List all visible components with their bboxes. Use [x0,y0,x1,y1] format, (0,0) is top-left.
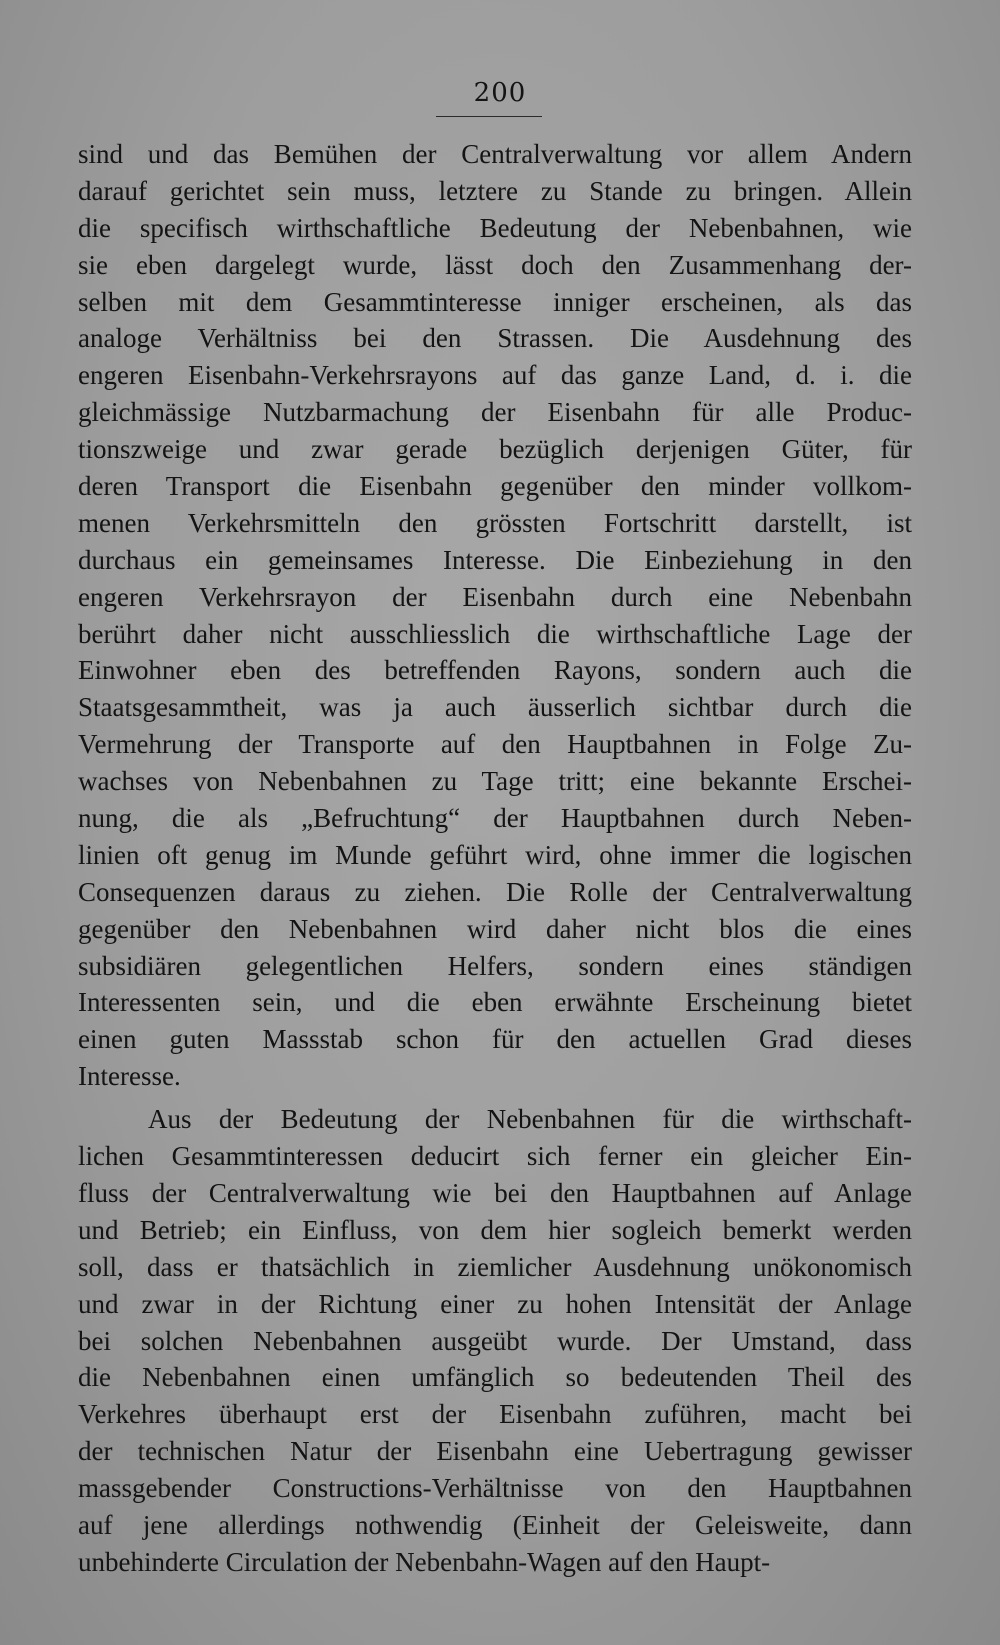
paragraph [78,1101,912,1581]
text-line: massgebender Constructions-Verhältnisse von den Hauptbahnen [78,1473,912,1504]
text-line: Vermehrung der Transporte auf den Hauptbahnen in Folge Zu- [78,729,912,760]
text-line: fluss der Centralverwaltung wie bei den Hauptbahnen auf Anlage [78,1177,912,1208]
text-line: der technischen Natur der Eisenbahn eine Uebertragung gewisser [78,1436,912,1467]
text-line: menen Verkehrsmitteln den grössten Fortschritt darstellt, ist [78,507,912,538]
text-line: subsidiären gelegentlichen Helfers, sondern eines ständigen [78,950,912,981]
text-line: und zwar in der Richtung einer zu hohen Intensität der Anlage [78,1288,912,1319]
text-line: darauf gerichtet sein muss, letztere zu Stande zu bringen. Allein [78,175,912,206]
text-line: lichen Gesammtinteressen deducirt sich ferner ein gleicher Ein- [78,1141,912,1172]
text-line: deren Transport die Eisenbahn gegenüber den minder vollkom- [78,471,912,502]
text-line: sind und das Bemühen der Centralverwaltung vor allem Andern [78,139,912,169]
text-line: nung, die als „Befruchtung“ der Hauptbahnen durch Neben- [78,803,912,834]
text-line: die specifisch wirthschaftliche Bedeutung der Nebenbahnen, wie [78,212,912,243]
text-line: wachses von Nebenbahnen zu Tage tritt; eine bekannte Erschei- [78,766,912,797]
text-line: Consequenzen daraus zu ziehen. Die Rolle der Centralverwaltung [78,876,912,907]
text-line: Aus der Bedeutung der Nebenbahnen für die wirthschaft- [148,1104,912,1135]
text-line: Staatsgesammtheit, was ja auch äusserlich sichtbar durch die [78,692,912,723]
text-line: und Betrieb; ein Einfluss, von dem hier sogleich bemerkt werden [78,1214,912,1245]
text-line: engeren Eisenbahn-Verkehrsrayons auf das ganze Land, d. i. die [78,360,912,391]
text-line: gleichmässige Nutzbarmachung der Eisenbahn für alle Produc- [78,397,912,428]
text-line: bei solchen Nebenbahnen ausgeübt wurde. Der Umstand, dass [78,1325,912,1356]
text-line: durchaus ein gemeinsames Interesse. Die Einbeziehung in den [78,544,912,575]
page-number-rule [436,116,542,117]
text-line: Interessenten sein, und die eben erwähnte Erscheinung bietet [78,987,912,1018]
text-line: analoge Verhältniss bei den Strassen. Die Ausdehnung des [78,323,912,354]
text-line: selben mit dem Gesammtinteresse inniger erscheinen, als das [78,286,912,317]
text-line: einen guten Massstab schon für den actuellen Grad dieses [78,1024,912,1055]
text-line: linien oft genug im Munde geführt wird, ohne immer die logischen [78,839,912,870]
text-line: auf jene allerdings nothwendig (Einheit der Geleisweite, dann [78,1509,912,1540]
page-number: 200 [473,78,527,108]
text-line: Einwohner eben des betreffenden Rayons, sondern auch die [78,655,912,686]
text-line: engeren Verkehrsrayon der Eisenbahn durch eine Nebenbahn [78,581,912,612]
paragraph [78,136,912,1095]
text-line: gegenüber den Nebenbahnen wird daher nicht blos die eines [78,913,912,944]
text-line: sie eben dargelegt wurde, lässt doch den Zusammenhang der- [78,249,912,280]
body-text [78,136,912,1581]
text-line: Interesse. [78,1061,181,1092]
text-line: tionszweige und zwar gerade bezüglich derjenigen Güter, für [78,434,912,465]
text-line: die Nebenbahnen einen umfänglich so bedeutenden Theil des [78,1362,912,1393]
text-line: Verkehres überhaupt erst der Eisenbahn zuführen, macht bei [78,1399,912,1430]
text-line: soll, dass er thatsächlich in ziemlicher Ausdehnung unökonomisch [78,1251,912,1282]
text-line: unbehinderte Circulation der Nebenbahn-Wagen auf den Haupt- [78,1546,771,1577]
text-line: berührt daher nicht ausschliesslich die wirthschaftliche Lage der [78,618,912,649]
